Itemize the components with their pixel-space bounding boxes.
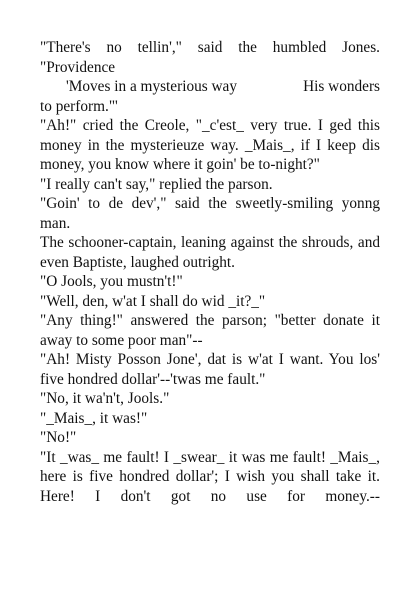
paragraph-creole-cest: "Ah!" cried the Creole, "_c'est_ very true. I ged this money in the mysterieuze way. _Mais_, if I keep dis money, you know where it goin' be to-night?" xyxy=(40,117,380,173)
hymn-quote-continuation: to perform."' xyxy=(40,97,118,115)
paragraph-no-it-wasnt: "No, it wa'n't, Jools." xyxy=(40,390,170,407)
book-page xyxy=(40,38,380,506)
hymn-quote-line xyxy=(40,77,380,97)
paragraph-o-jools: "O Jools, you mustn't!" xyxy=(40,273,183,290)
hymn-quote-first-half: 'Moves in a mysterious way xyxy=(66,78,237,95)
paragraph-mais-it-was: "_Mais_, it was!" xyxy=(40,409,148,427)
paragraph-misty-posson: "Ah! Misty Posson Jone', dat is w'at I want. You los' five hondred dollar'--'twas me fault." xyxy=(40,351,380,388)
paragraph-any-thing: "Any thing!" answered the parson; "better donate it away to some poor man"-- xyxy=(40,312,380,349)
paragraph-no: "No!" xyxy=(40,429,77,446)
hymn-quote-second-half: His wonders xyxy=(303,78,380,95)
paragraph-me-fault: "It _was_ me fault! I _swear_ it was me fault! _Mais_, here is five hondred dollar'; I wish you shall take it. Here! I don't got no use for money.-- xyxy=(40,448,380,505)
paragraph-parson-reply: "I really can't say," replied the parson. xyxy=(40,175,273,193)
paragraph-schooner-captain: The schooner-captain, leaning against the shrouds, and even Baptiste, laughed outright. xyxy=(40,234,380,271)
paragraph-providence: "There's no tellin'," said the humbled Jones. "Providence xyxy=(40,39,380,76)
paragraph-goin-to-dev: "Goin' to de dev'," said the sweetly-smiling yonng man. xyxy=(40,195,380,232)
paragraph-what-shall-i-do: "Well, den, w'at I shall do wid _it?_" xyxy=(40,292,266,310)
